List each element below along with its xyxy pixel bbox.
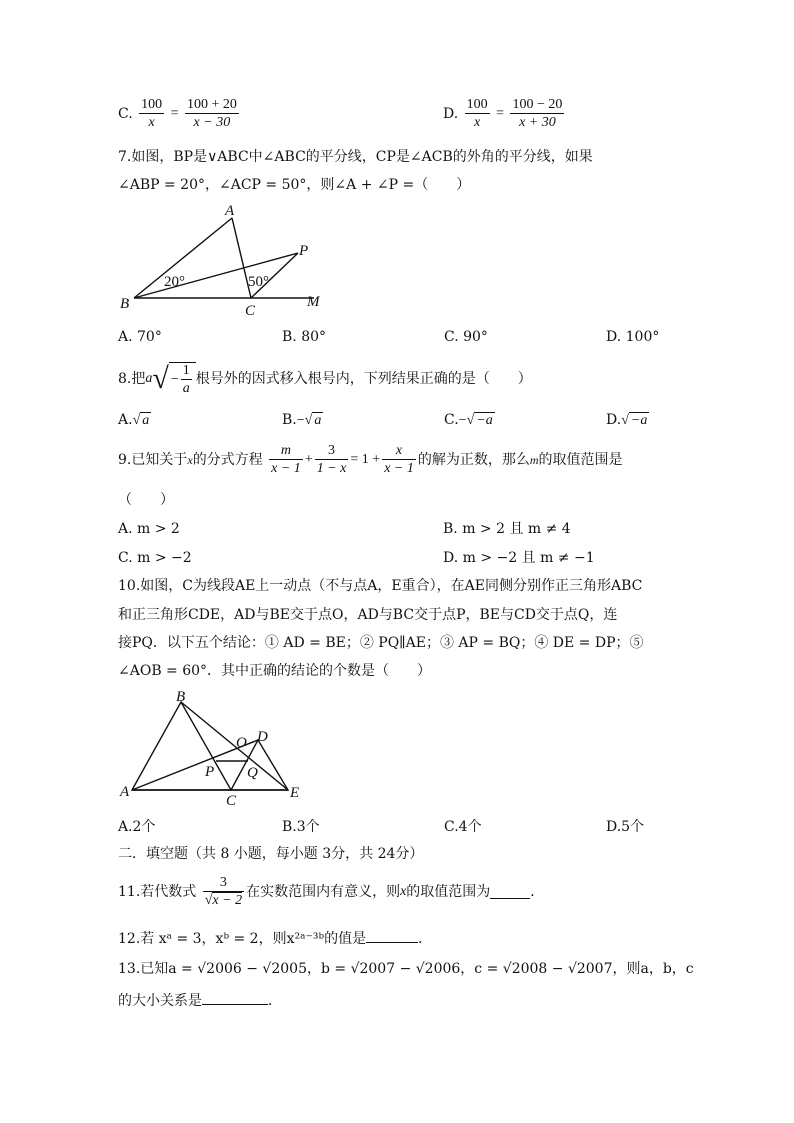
- q8-rad-sign: −: [170, 372, 179, 387]
- q8-option-a-radical: √ a: [132, 413, 150, 428]
- q11-answer-blank[interactable]: [490, 886, 530, 899]
- section-2-heading: 二．填空题（共 8 小题，每小题 3分，共 24分）: [118, 846, 424, 862]
- q10-label-d: D: [257, 729, 268, 745]
- q6-d-rhs-den: x + 30: [519, 115, 556, 130]
- q8-option-d-radicand: −a: [630, 413, 648, 428]
- q8-option-a-label: A.: [118, 412, 133, 428]
- q10-option-c: C.4个: [444, 819, 482, 835]
- q10-label-c: C: [226, 793, 237, 809]
- q7-angle-20: 20°: [164, 274, 185, 290]
- q13-line-2-text: 的大小关系是: [118, 993, 202, 1009]
- q8-option-c-radicand: −a: [476, 413, 493, 428]
- q6-c-rhs-num: 100 + 20: [186, 97, 237, 112]
- q9-prefix: 9.已知关于: [118, 452, 188, 468]
- q11-fraction: [203, 876, 244, 908]
- q9-fraction-3: [382, 444, 416, 476]
- q9-f1-num: m: [269, 444, 303, 460]
- q9-suffix-1: 的解为正数，那么: [417, 452, 530, 468]
- q6-d-rhs-fraction: [510, 98, 564, 130]
- q7-stem-line-2: ∠ABP = 20°，∠ACP = 50°，则∠A + ∠P =（ ）: [118, 177, 471, 193]
- q10-option-a: A.2个: [118, 819, 156, 835]
- q10-triangle-abc: [132, 702, 231, 790]
- q8-option-c-radical: √ −a: [466, 413, 493, 428]
- q6-c-lhs-fraction: [139, 98, 164, 130]
- q8-option-a: [118, 412, 151, 428]
- q12-answer-blank[interactable]: [366, 930, 418, 943]
- q9-plus: +: [304, 452, 313, 467]
- q6-c-rhs-den: x − 30: [193, 115, 231, 130]
- q7-stem-line-1: 7.如图，BP是∨ABC中∠ABC的平分线，CP是∠ACB的外角的平分线，如果: [118, 149, 593, 165]
- q9-option-c: C. m > −2: [118, 550, 192, 566]
- q10-option-b: B.3个: [282, 819, 320, 835]
- q8-option-a-radicand: a: [142, 413, 150, 428]
- q10-stem-line-1: 10.如图，C为线段AE上一动点（不与点A，E重合），在AE同侧分别作正三角形ABC: [118, 578, 643, 594]
- q11-suffix-1: 在实数范围内有意义，则: [246, 884, 401, 900]
- q7-label-m: M: [307, 294, 320, 310]
- q9-mid: 的分式方程: [192, 452, 263, 468]
- q9-suffix-2: 的取值范围是: [538, 452, 623, 468]
- q11-den: √x − 2: [204, 893, 243, 908]
- q9-paren: （ ）: [118, 492, 174, 508]
- q8-option-b-label: B.: [282, 412, 297, 428]
- q13-stem-line-2: [118, 992, 282, 1008]
- q9-f2-num: 3: [315, 444, 349, 460]
- q11-prefix: 11.若代数式: [118, 884, 197, 900]
- q8-option-d-radical: √ −a: [621, 413, 648, 428]
- q9-f3-den: x − 1: [384, 461, 414, 476]
- q8-suffix: 根号外的因式移入根号内，下列结果正确的是（ ）: [195, 371, 532, 387]
- q9-equals: = 1 +: [350, 452, 381, 467]
- q8-fraction: [181, 364, 192, 396]
- q8-option-c-sign: −: [458, 413, 467, 428]
- q8-coefficient: a: [145, 371, 153, 386]
- q8-option-d: [606, 412, 649, 428]
- q10-triangles-figure: [118, 690, 318, 810]
- q9-f3-num: x: [382, 444, 416, 460]
- q6-d-rhs-num: 100 − 20: [512, 97, 563, 112]
- q6-option-d-label: D.: [443, 106, 459, 122]
- q13-stem-line-1: 13.已知a = √2006 − √2005，b = √2007 − √2006，c = √2008 − √2007，则a，b，c: [118, 961, 694, 977]
- q6-d-lhs-den: x: [474, 115, 481, 130]
- q12-stem: [118, 930, 432, 946]
- q9-variable-x: x: [187, 453, 193, 467]
- q9-fraction-2: [315, 444, 349, 476]
- q10-stem-line-2: 和正三角形CDE，AD与BE交于点O，AD与BC交于点P，BE与CD交于点Q，连: [118, 607, 618, 623]
- q13-end: ．: [268, 993, 282, 1009]
- q10-stem-line-3: 接PQ．以下五个结论：① AD = BE；② PQ∥AE；③ AP = BQ；④ DE = DP；⑤: [118, 635, 644, 651]
- q6-option-c: [118, 98, 241, 130]
- q10-label-b: B: [176, 690, 186, 705]
- q10-label-a: A: [120, 784, 130, 800]
- q6-d-lhs-num: 100: [466, 97, 488, 112]
- q8-option-b: [282, 412, 323, 428]
- q6-option-c-label: C.: [118, 106, 133, 122]
- q6-option-d: [443, 98, 566, 130]
- q6-c-lhs-den: x: [148, 115, 155, 130]
- q10-label-e: E: [290, 785, 300, 801]
- q8-option-b-sign: −: [296, 413, 305, 428]
- q7-option-d: D. 100°: [606, 329, 660, 345]
- q6-c-lhs-num: 100: [141, 97, 163, 112]
- q6-d-lhs-fraction: [465, 98, 490, 130]
- q9-f1-den: x − 1: [271, 461, 301, 476]
- q11-stem: [118, 876, 544, 908]
- q8-frac-num: 1: [182, 363, 190, 378]
- q10-label-p: P: [205, 764, 215, 780]
- q11-den-radicand: x − 2: [212, 893, 243, 908]
- q7-segment-bp: [134, 253, 298, 298]
- q8-option-c: [444, 412, 495, 428]
- q7-option-b: B. 80°: [282, 329, 327, 345]
- q11-num: 3: [203, 876, 244, 892]
- q8-stem: [118, 362, 532, 396]
- q8-option-b-radicand: a: [314, 413, 322, 428]
- q9-stem: [118, 444, 623, 476]
- q7-label-b: B: [120, 296, 130, 312]
- q7-label-a: A: [225, 203, 235, 219]
- q10-stem-line-4: ∠AOB = 60°．其中正确的结论的个数是（ ）: [118, 663, 432, 679]
- q8-option-d-label: D.: [606, 412, 622, 428]
- q9-fraction-1: [269, 444, 303, 476]
- q9-option-b: B. m > 2 且 m ≠ 4: [443, 521, 571, 537]
- q7-triangle-figure: [118, 200, 338, 320]
- q8-prefix: 8.把: [118, 371, 146, 387]
- q6-d-equals: =: [496, 106, 504, 121]
- q9-option-a: A. m > 2: [118, 521, 180, 537]
- q8-option-b-radical: √ a: [304, 413, 322, 428]
- q7-option-c: C. 90°: [444, 329, 488, 345]
- q9-option-d: D. m > −2 且 m ≠ −1: [443, 550, 595, 566]
- q11-variable-x: x: [400, 884, 407, 899]
- q10-label-o: O: [236, 735, 247, 751]
- q8-frac-den: a: [182, 381, 190, 396]
- q7-option-a: A. 70°: [118, 329, 162, 345]
- q10-segment-be: [181, 702, 288, 790]
- q8-radical: √ − $\frac{1}{a}$: [152, 362, 195, 396]
- q13-answer-blank[interactable]: [202, 992, 268, 1005]
- q8-option-c-label: C.: [444, 412, 459, 428]
- q9-f2-den: 1 − x: [316, 461, 347, 476]
- q6-c-equals: =: [170, 106, 179, 121]
- q10-label-q: Q: [247, 765, 258, 781]
- q7-label-p: P: [299, 243, 309, 259]
- q12-end: ．: [418, 931, 433, 947]
- q11-suffix-2: 的取值范围为: [406, 884, 491, 900]
- q11-end: ．: [530, 884, 545, 900]
- q10-option-d: D.5个: [606, 819, 645, 835]
- q7-label-c: C: [245, 303, 256, 319]
- q6-c-rhs-fraction: [185, 98, 239, 130]
- q12-text: 12.若 xᵃ = 3，xᵇ = 2，则x²ᵃ⁻³ᵇ的值是: [118, 931, 367, 947]
- q9-variable-m: m: [529, 453, 539, 467]
- q7-angle-50: 50°: [248, 274, 269, 290]
